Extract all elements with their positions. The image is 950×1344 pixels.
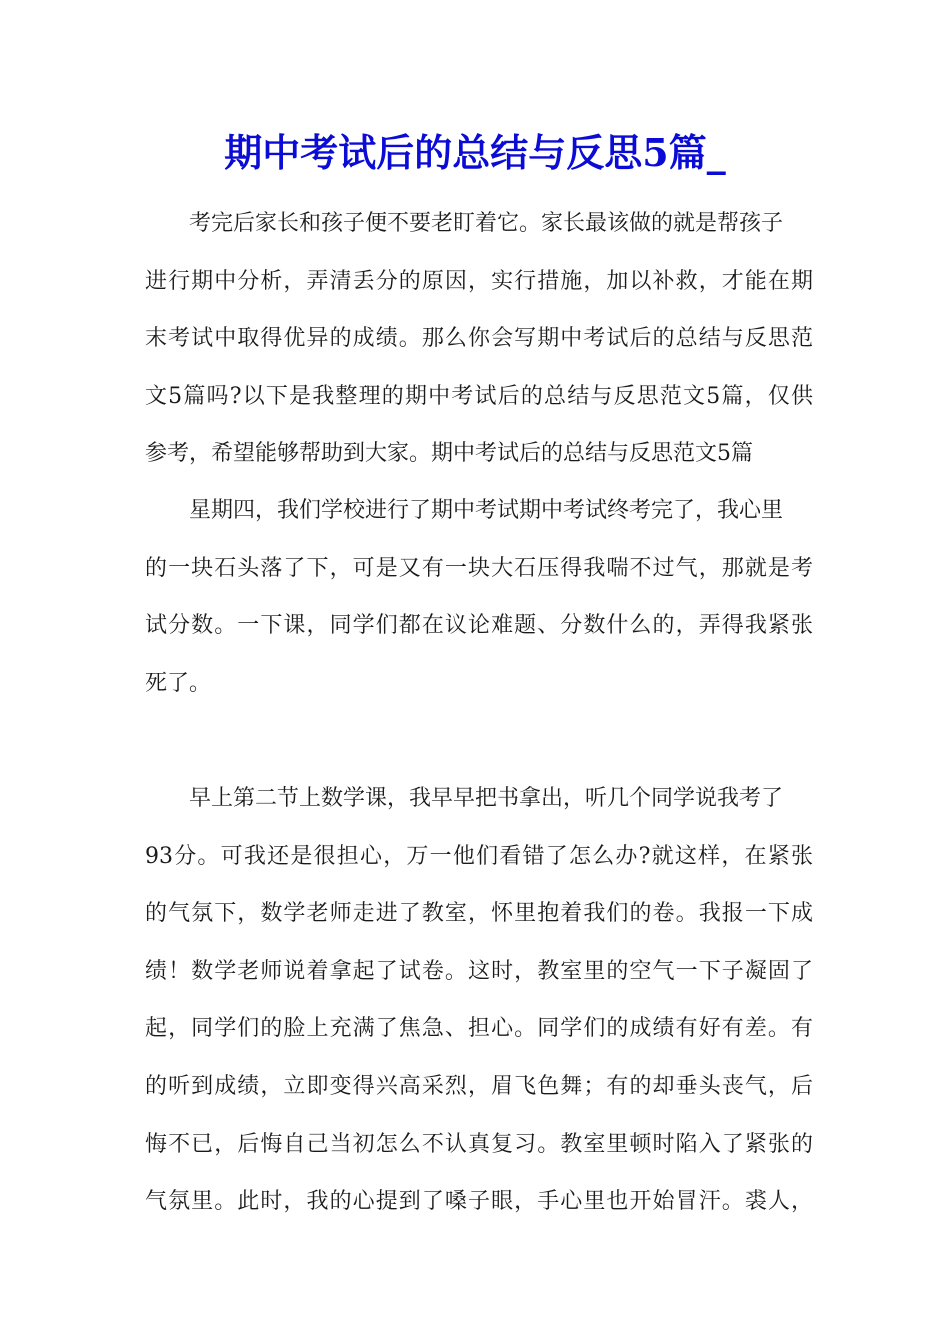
- paragraph-line: 末考试中取得优异的成绩。那么你会写期中考试后的总结与反思范: [145, 326, 813, 352]
- paragraph-line: 的气氛下，数学老师走进了教室，怀里抱着我们的卷。我报一下成: [145, 901, 813, 927]
- paragraph-line: 起，同学们的脸上充满了焦急、担心。同学们的成绩有好有差。有: [145, 1016, 813, 1042]
- paragraph-line: 死了。: [145, 670, 212, 696]
- paragraph-2: [145, 482, 813, 712]
- paragraph-line: 的一块石头落了下，可是又有一块大石压得我喘不过气，那就是考: [145, 555, 813, 581]
- paragraph-line: 星期四，我们学校进行了期中考试期中考试终考完了，我心里: [189, 498, 784, 523]
- paragraph-line: 93分。可我还是很担心，万一他们看错了怎么办?就这样，在紧张: [145, 843, 813, 869]
- paragraph-line: 考完后家长和孩子便不要老盯着它。家长最该做的就是帮孩子: [189, 211, 784, 236]
- page-title: 期中考试后的总结与反思5篇_: [224, 130, 726, 175]
- paragraph-line: 参考，希望能够帮助到大家。期中考试后的总结与反思范文5篇: [145, 441, 753, 467]
- paragraph-line: 试分数。一下课，同学们都在议论难题、分数什么的，弄得我紧张: [145, 613, 813, 639]
- paragraph-line: 的听到成绩，立即变得兴高采烈，眉飞色舞；有的却垂头丧气，后: [145, 1073, 813, 1099]
- paragraph-line: 气氛里。此时，我的心提到了嗓子眼，手心里也开始冒汗。裘人，: [145, 1189, 813, 1215]
- paragraph-line: 文5篇吗?以下是我整理的期中考试后的总结与反思范文5篇，仅供: [145, 383, 813, 409]
- paragraph-line: 绩！数学老师说着拿起了试卷。这时，教室里的空气一下子凝固了: [145, 958, 813, 984]
- paragraph-line: 悔不已，后悔自己当初怎么不认真复习。教室里顿时陷入了紧张的: [145, 1131, 813, 1157]
- paragraph-1: [145, 195, 813, 483]
- paragraph-3: [145, 770, 813, 1231]
- paragraph-line: 进行期中分析，弄清丢分的原因，实行措施，加以补救，才能在期: [145, 268, 813, 294]
- paragraph-line: 早上第二节上数学课，我早早把书拿出，听几个同学说我考了: [189, 786, 784, 811]
